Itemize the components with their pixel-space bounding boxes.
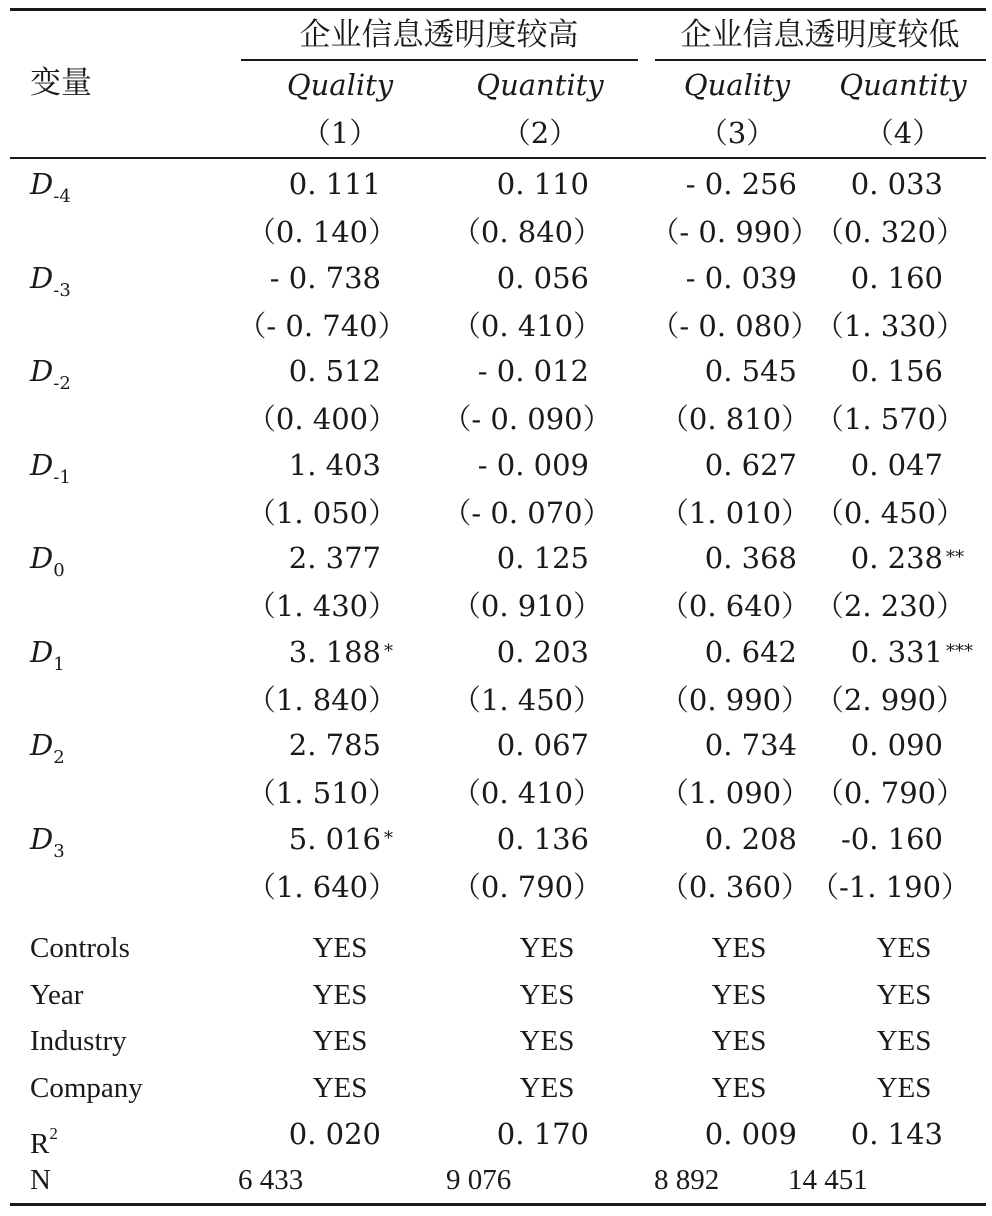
coefficient-cell: [497, 167, 589, 201]
coefficient-cell: [497, 261, 589, 295]
control-value: YES: [711, 978, 767, 1011]
coefficient-cell: [705, 822, 797, 856]
t-stat-cell: （0. 990）: [659, 682, 811, 717]
t-stat-cell: （1. 430）: [246, 589, 398, 623]
r-squared-value: 0. 009: [704, 1117, 797, 1151]
variable-label: [30, 822, 65, 869]
coefficient-cell: [497, 728, 589, 762]
significance-stars: ***: [946, 640, 973, 662]
variable-subscript: -3: [53, 279, 71, 301]
r-squared-superscript: 2: [49, 1124, 58, 1143]
n-value: 14 451: [788, 1164, 868, 1196]
t-stat-cell: （1. 570）: [814, 402, 966, 436]
control-value: YES: [519, 932, 575, 964]
coefficient-cell: [270, 261, 381, 295]
coefficient-value: - 0. 009: [477, 447, 589, 482]
col-3-num: （3）: [698, 116, 776, 150]
variable-label: [30, 261, 71, 308]
r-squared-value: 0. 020: [288, 1117, 381, 1151]
coefficient-value: 0. 208: [704, 821, 797, 856]
variable-symbol: D: [30, 354, 54, 388]
coefficient-cell: [288, 821, 393, 856]
coefficient-cell: [289, 728, 381, 762]
coefficient-cell: [841, 822, 943, 856]
control-value: YES: [312, 1071, 368, 1104]
col-2-var: Quantity: [476, 68, 604, 102]
coefficient-value: 0. 156: [850, 354, 943, 388]
coefficient-value: 0. 642: [704, 634, 797, 669]
coefficient-cell: [851, 261, 943, 295]
t-stat-cell: （0. 640）: [659, 589, 811, 623]
t-stat-cell: （0. 790）: [451, 869, 603, 904]
significance-stars: *: [384, 640, 393, 662]
t-stat-cell: （1. 640）: [246, 869, 398, 904]
header-rule: [10, 157, 986, 159]
coefficient-value: 0. 110: [496, 167, 589, 201]
coefficient-value: 0. 238: [850, 541, 943, 575]
coefficient-cell: [686, 167, 797, 201]
r-squared-label: [30, 1117, 58, 1161]
control-value: YES: [312, 978, 368, 1011]
coefficient-cell: [289, 448, 381, 482]
coefficient-cell: [478, 354, 589, 388]
t-stat-cell: （- 0. 080）: [650, 308, 820, 343]
t-stat-cell: （0. 840）: [451, 215, 603, 249]
variable-symbol: D: [30, 260, 54, 295]
variable-label: [30, 635, 65, 682]
control-label: Controls: [30, 932, 130, 964]
coefficient-value: 0. 368: [704, 541, 797, 575]
t-stat-cell: （1. 510）: [246, 776, 398, 810]
t-stat-cell: （1. 330）: [814, 308, 966, 343]
n-value: 6 433: [238, 1164, 304, 1196]
control-value: YES: [876, 932, 932, 964]
variable-subscript: 0: [53, 560, 65, 581]
coefficient-value: 0. 627: [704, 447, 797, 482]
t-stat-cell: （0. 410）: [451, 776, 603, 810]
group-header-low: 企业信息透明度较低: [680, 17, 960, 53]
control-value: YES: [876, 978, 932, 1011]
t-stat-cell: （1. 050）: [246, 495, 398, 530]
t-stat-cell: （0. 140）: [246, 215, 398, 249]
t-stat-cell: （0. 910）: [451, 589, 603, 623]
variable-subscript: -2: [53, 373, 71, 394]
coefficient-value: 0. 111: [288, 167, 381, 201]
variable-symbol: D: [30, 447, 54, 482]
control-value: YES: [711, 1071, 767, 1104]
t-stat-cell: （1. 090）: [659, 776, 811, 810]
coefficient-value: - 0. 039: [685, 260, 797, 295]
coefficient-value: -0. 160: [840, 821, 943, 856]
coefficient-value: 2. 377: [288, 541, 381, 575]
t-stat-cell: （0. 810）: [659, 402, 811, 436]
t-stat-cell: （-1. 190）: [809, 869, 971, 904]
coefficient-value: 0. 203: [496, 634, 589, 669]
coefficient-cell: [705, 635, 797, 669]
n-value: 8 892: [654, 1164, 720, 1196]
t-stat-cell: （1. 840）: [246, 682, 398, 717]
coefficient-cell: [289, 354, 381, 388]
t-stat-cell: （1. 450）: [451, 682, 603, 717]
variable-subscript: -4: [53, 186, 71, 207]
coefficient-cell: [850, 541, 964, 575]
control-value: YES: [711, 932, 767, 964]
coefficient-value: 0. 512: [288, 354, 381, 388]
coefficient-cell: [289, 167, 381, 201]
col-4-var: Quantity: [839, 68, 967, 102]
coefficient-value: - 0. 738: [269, 260, 381, 295]
control-value: YES: [312, 932, 368, 964]
variable-symbol: D: [30, 634, 54, 669]
coefficient-value: 0. 136: [496, 821, 589, 856]
t-stat-cell: （0. 450）: [814, 495, 966, 530]
coefficient-value: 2. 785: [288, 728, 381, 762]
coefficient-value: 5. 016: [288, 821, 381, 856]
coefficient-cell: [851, 728, 943, 762]
variable-subscript: 1: [53, 653, 65, 675]
coefficient-cell: [478, 448, 589, 482]
col-1-num: （1）: [301, 116, 379, 150]
variable-label: [30, 448, 71, 495]
control-label: Company: [30, 1071, 143, 1104]
t-stat-cell: （2. 230）: [814, 589, 966, 623]
coefficient-value: 3. 188: [288, 634, 381, 669]
control-value: YES: [519, 1071, 575, 1104]
variable-label: [30, 541, 65, 588]
coefficient-value: 0. 090: [850, 728, 943, 762]
coefficient-value: 0. 331: [850, 634, 943, 669]
variable-label: [30, 167, 71, 214]
coefficient-cell: [705, 728, 797, 762]
variable-label: [30, 728, 65, 775]
significance-stars: *: [384, 827, 393, 849]
control-value: YES: [876, 1025, 932, 1057]
coefficient-value: 0. 160: [850, 260, 943, 295]
variable-header: 变量: [30, 65, 92, 101]
control-value: YES: [312, 1025, 368, 1057]
control-value: YES: [876, 1071, 932, 1104]
control-value: YES: [519, 978, 575, 1011]
coefficient-value: 1. 403: [288, 447, 381, 482]
variable-label: [30, 354, 71, 401]
coefficient-cell: [686, 261, 797, 295]
t-stat-cell: （1. 010）: [659, 495, 811, 530]
coefficient-cell: [851, 167, 943, 201]
control-label: Industry: [30, 1025, 127, 1057]
coefficient-value: 0. 047: [850, 447, 943, 482]
t-stat-cell: （0. 790）: [814, 776, 966, 810]
n-value: 9 076: [446, 1164, 512, 1196]
t-stat-cell: （- 0. 090）: [442, 402, 612, 436]
coefficient-value: 0. 067: [496, 728, 589, 762]
control-value: YES: [519, 1025, 575, 1057]
significance-stars: **: [946, 547, 964, 568]
coefficient-cell: [288, 634, 393, 669]
coefficient-cell: [851, 448, 943, 482]
coefficient-cell: [705, 354, 797, 388]
t-stat-cell: （0. 410）: [451, 308, 603, 343]
variable-symbol: D: [30, 728, 54, 762]
t-stat-cell: （0. 360）: [659, 869, 811, 904]
r-squared-symbol: R: [30, 1128, 50, 1160]
top-rule: [10, 8, 986, 11]
coefficient-value: - 0. 256: [685, 167, 797, 201]
group-header-high: 企业信息透明度较高: [299, 17, 579, 53]
bottom-rule: [10, 1203, 986, 1206]
control-value: YES: [711, 1025, 767, 1057]
col-2-num: （2）: [501, 116, 579, 150]
coefficient-cell: [497, 541, 589, 575]
r-squared-value: 0. 170: [496, 1117, 589, 1151]
coefficient-value: 0. 545: [704, 354, 797, 388]
t-stat-cell: （- 0. 990）: [650, 215, 820, 249]
coefficient-cell: [289, 541, 381, 575]
variable-subscript: -1: [53, 466, 71, 488]
coefficient-cell: [705, 541, 797, 575]
n-label: N: [30, 1164, 51, 1196]
t-stat-cell: （- 0. 740）: [237, 308, 407, 343]
t-stat-cell: （- 0. 070）: [442, 495, 612, 530]
coefficient-value: 0. 056: [496, 260, 589, 295]
coefficient-value: - 0. 012: [477, 354, 589, 388]
variable-symbol: D: [30, 167, 54, 201]
col-4-num: （4）: [864, 116, 942, 150]
t-stat-cell: （2. 990）: [814, 682, 966, 717]
variable-subscript: 2: [53, 747, 65, 768]
variable-symbol: D: [30, 541, 54, 575]
t-stat-cell: （0. 320）: [814, 215, 966, 249]
coefficient-cell: [705, 448, 797, 482]
coefficient-value: 0. 033: [850, 167, 943, 201]
r-squared-value: 0. 143: [850, 1117, 943, 1151]
col-1-var: Quality: [286, 68, 394, 102]
coefficient-value: 0. 125: [496, 541, 589, 575]
coefficient-cell: [497, 822, 589, 856]
coefficient-value: 0. 734: [704, 728, 797, 762]
coefficient-cell: [850, 634, 973, 669]
control-label: Year: [30, 978, 84, 1011]
t-stat-cell: （0. 400）: [246, 402, 398, 436]
col-3-var: Quality: [683, 68, 791, 102]
group-low-underline: [655, 59, 986, 61]
group-high-underline: [241, 59, 638, 61]
coefficient-cell: [497, 635, 589, 669]
variable-subscript: 3: [53, 840, 65, 862]
coefficient-cell: [851, 354, 943, 388]
variable-symbol: D: [30, 821, 54, 856]
